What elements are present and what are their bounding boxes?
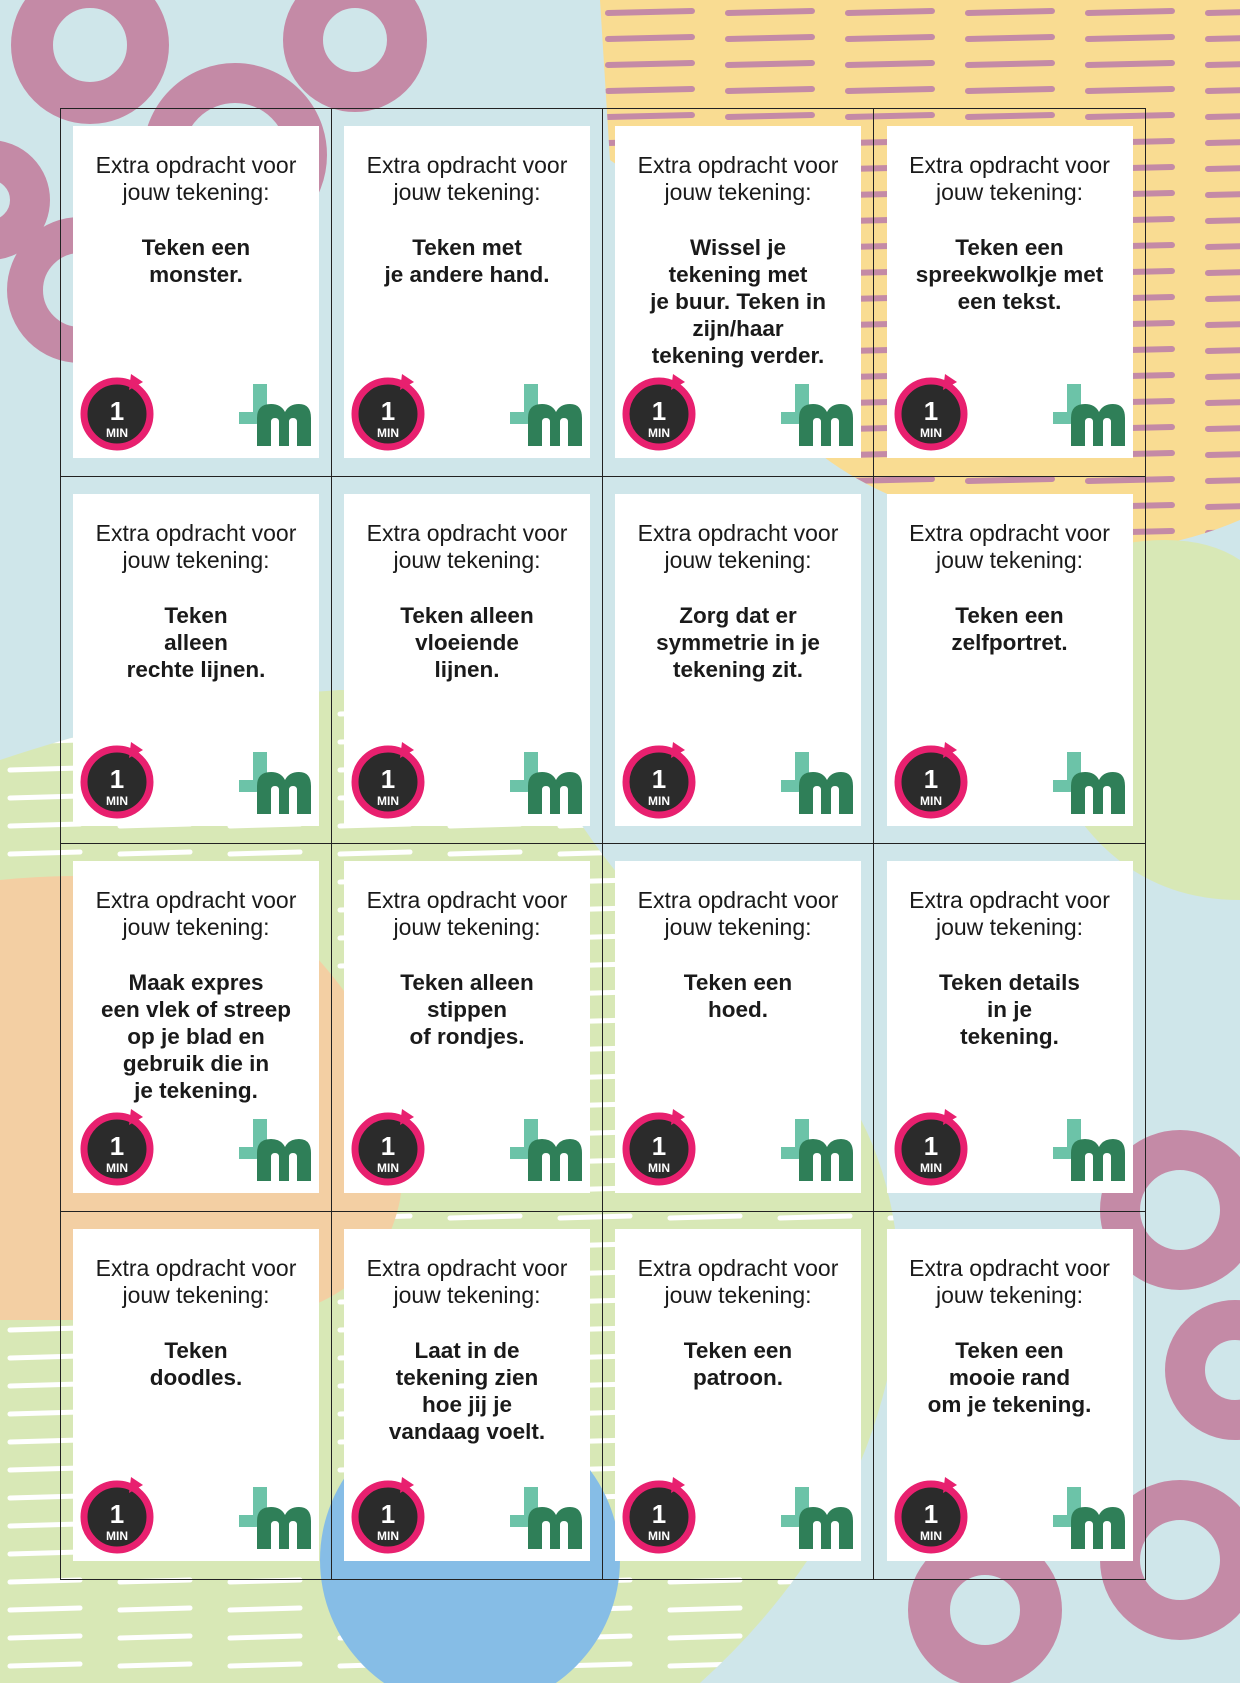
card-task-line: stippen: [426, 997, 507, 1023]
brand-logo-icon: [779, 750, 855, 816]
timer-unit: MIN: [648, 793, 670, 808]
card-task-line: Wissel je: [689, 235, 787, 261]
brand-logo-icon: [508, 1117, 584, 1183]
card-intro-line: jouw tekening:: [122, 546, 270, 573]
card-intro: [350, 887, 584, 941]
brand-logo-icon: [508, 382, 584, 448]
card-intro-line: jouw tekening:: [935, 914, 1084, 941]
stopwatch-icon: [79, 370, 161, 454]
timer-unit: MIN: [106, 793, 128, 808]
stopwatch-icon: [350, 1473, 432, 1557]
card-cell: [603, 844, 874, 1212]
timer-number: 1: [380, 1131, 396, 1162]
card-intro-line: Extra opdracht voor: [909, 887, 1110, 914]
card-intro: [893, 520, 1127, 574]
assignment-card: [615, 126, 861, 458]
card-sheet: [60, 108, 1146, 1580]
brand-logo-icon: [237, 1117, 313, 1183]
card-task-line: Teken: [164, 1338, 228, 1364]
timer-number: 1: [923, 763, 938, 794]
card-cell: [61, 1212, 332, 1580]
card-intro: [893, 887, 1127, 941]
card-intro-line: jouw tekening:: [664, 546, 812, 573]
brand-logo-icon: [508, 750, 584, 816]
stopwatch-icon: [621, 1473, 703, 1557]
card-intro: [621, 520, 855, 574]
card-intro-line: Extra opdracht voor: [637, 519, 839, 546]
card-intro-line: Extra opdracht voor: [95, 887, 297, 914]
card-task-line: vandaag voelt.: [388, 1419, 546, 1445]
card-task-line: mooie rand: [948, 1365, 1071, 1391]
card-task-line: lijnen.: [434, 656, 500, 682]
card-intro: [621, 152, 855, 206]
card-task-line: Teken een: [683, 970, 793, 996]
brand-logo-icon: [237, 750, 313, 816]
card-task: [625, 602, 851, 683]
assignment-card: [344, 494, 590, 826]
timer-unit: MIN: [377, 793, 399, 808]
assignment-card: [887, 494, 1133, 826]
card-task: [83, 969, 309, 1104]
card-task-line: hoed.: [708, 997, 768, 1023]
assignment-card: [73, 494, 319, 826]
card-cell: [874, 844, 1145, 1212]
timer-unit: MIN: [377, 1161, 399, 1176]
card-task-line: Laat in de: [414, 1338, 520, 1364]
timer-unit: MIN: [919, 793, 942, 808]
card-intro: [350, 152, 584, 206]
card-intro-line: Extra opdracht voor: [637, 1255, 839, 1282]
assignment-card: [887, 1229, 1133, 1561]
stopwatch-icon: [350, 1105, 432, 1189]
card-intro-line: Extra opdracht voor: [95, 519, 297, 546]
card-task-line: op je blad en: [127, 1024, 265, 1050]
card-intro: [79, 520, 313, 574]
card-intro-line: jouw tekening:: [393, 546, 541, 573]
assignment-card: [73, 126, 319, 458]
card-intro-line: Extra opdracht voor: [637, 887, 839, 914]
stopwatch-icon: [893, 370, 975, 454]
timer-number: 1: [651, 763, 667, 794]
card-cell: [874, 1212, 1145, 1580]
timer-number: 1: [651, 1131, 667, 1162]
card-task-line: of rondjes.: [409, 1024, 525, 1050]
brand-logo-icon: [1051, 1485, 1127, 1551]
card-intro-line: Extra opdracht voor: [366, 887, 568, 914]
brand-logo-icon: [508, 1485, 584, 1551]
card-cell: [603, 1212, 874, 1580]
card-task-line: Maak expres: [128, 970, 264, 996]
assignment-card: [73, 1229, 319, 1561]
stopwatch-icon: [621, 1105, 703, 1189]
card-task-line: om je tekening.: [927, 1392, 1092, 1418]
card-cell: [61, 477, 332, 845]
card-intro: [893, 152, 1127, 206]
assignment-card: [615, 1229, 861, 1561]
stopwatch-icon: [79, 1105, 161, 1189]
stopwatch-icon: [350, 738, 432, 822]
card-intro: [350, 520, 584, 574]
card-task: [354, 1337, 580, 1445]
card-task-line: zelfportret.: [951, 629, 1068, 655]
card-task: [897, 1337, 1123, 1418]
assignment-card: [615, 861, 861, 1193]
card-cell: [874, 109, 1145, 477]
card-intro-line: jouw tekening:: [664, 914, 812, 941]
timer-unit: MIN: [106, 426, 128, 441]
card-task-line: Teken een: [141, 235, 251, 261]
card-intro-line: jouw tekening:: [122, 914, 270, 941]
timer-unit: MIN: [377, 1529, 399, 1544]
card-intro-line: jouw tekening:: [935, 546, 1084, 573]
card-cell: [61, 844, 332, 1212]
timer-number: 1: [923, 396, 938, 427]
card-task-line: tekening.: [960, 1024, 1059, 1050]
timer-number: 1: [380, 763, 396, 794]
card-intro-line: jouw tekening:: [122, 1282, 270, 1309]
brand-logo-icon: [1051, 382, 1127, 448]
card-task-line: tekening zit.: [672, 656, 803, 682]
card-task-line: Teken alleen: [400, 602, 534, 628]
timer-unit: MIN: [648, 1529, 670, 1544]
card-task-line: rechte lijnen.: [126, 656, 266, 682]
timer-unit: MIN: [106, 1529, 128, 1544]
brand-logo-icon: [237, 382, 313, 448]
card-cell: [332, 109, 603, 477]
card-task: [354, 969, 580, 1050]
timer-unit: MIN: [377, 426, 399, 441]
card-task-line: in je: [986, 997, 1032, 1023]
card-intro: [79, 1255, 313, 1309]
timer-number: 1: [109, 396, 125, 427]
card-task-line: monster.: [149, 262, 243, 288]
card-task-line: een vlek of streep: [100, 997, 292, 1023]
timer-unit: MIN: [919, 1529, 942, 1544]
card-cell: [603, 477, 874, 845]
card-task-line: Teken alleen: [400, 970, 534, 996]
card-cell: [332, 844, 603, 1212]
timer-unit: MIN: [919, 426, 942, 441]
card-intro-line: jouw tekening:: [393, 914, 541, 941]
timer-unit: MIN: [648, 426, 670, 441]
card-intro-line: jouw tekening:: [393, 179, 541, 206]
card-intro: [79, 887, 313, 941]
timer-unit: MIN: [106, 1161, 128, 1176]
assignment-card: [887, 126, 1133, 458]
card-cell: [61, 109, 332, 477]
timer-number: 1: [109, 1499, 125, 1530]
card-task-line: doodles.: [149, 1365, 243, 1391]
brand-logo-icon: [237, 1485, 313, 1551]
card-task-line: je tekening.: [134, 1078, 258, 1104]
assignment-card: [887, 861, 1133, 1193]
stopwatch-icon: [350, 370, 432, 454]
card-task-line: tekening zien: [395, 1365, 539, 1391]
card-task-line: Teken een: [955, 602, 1064, 628]
timer-unit: MIN: [648, 1161, 670, 1176]
card-task-line: Teken met: [412, 235, 522, 261]
assignment-card: [344, 861, 590, 1193]
card-task-line: patroon.: [693, 1365, 783, 1391]
brand-logo-icon: [779, 1485, 855, 1551]
card-cell: [332, 477, 603, 845]
card-intro: [893, 1255, 1127, 1309]
brand-logo-icon: [779, 1117, 855, 1183]
card-task-line: symmetrie in je: [656, 629, 820, 655]
timer-number: 1: [651, 396, 667, 427]
card-task-line: zijn/haar: [692, 316, 784, 342]
card-intro-line: jouw tekening:: [664, 179, 812, 206]
timer-number: 1: [651, 1499, 667, 1530]
card-intro-line: Extra opdracht voor: [909, 1255, 1110, 1282]
card-intro-line: jouw tekening:: [393, 1282, 541, 1309]
card-task: [897, 602, 1123, 656]
stopwatch-icon: [79, 1473, 161, 1557]
card-intro-line: Extra opdracht voor: [366, 1255, 568, 1282]
card-intro-line: Extra opdracht voor: [95, 152, 297, 179]
card-task-line: Teken een: [955, 1338, 1064, 1364]
card-intro-line: jouw tekening:: [935, 1282, 1084, 1309]
card-task-line: Teken een: [955, 235, 1064, 261]
brand-logo-icon: [1051, 1117, 1127, 1183]
card-intro: [621, 1255, 855, 1309]
timer-unit: MIN: [919, 1161, 942, 1176]
stopwatch-icon: [893, 1473, 975, 1557]
brand-logo-icon: [1051, 750, 1127, 816]
card-task: [625, 1337, 851, 1391]
card-task-line: Teken details: [939, 970, 1080, 996]
card-task-line: alleen: [164, 629, 228, 655]
timer-number: 1: [109, 763, 125, 794]
card-intro: [621, 887, 855, 941]
stopwatch-icon: [893, 1105, 975, 1189]
card-task-line: hoe jij je: [421, 1392, 513, 1418]
card-intro-line: Extra opdracht voor: [366, 152, 568, 179]
assignment-card: [344, 126, 590, 458]
assignment-card: [615, 494, 861, 826]
card-intro-line: jouw tekening:: [122, 179, 270, 206]
card-cell: [874, 477, 1145, 845]
card-task: [83, 234, 309, 288]
card-task: [625, 234, 851, 369]
card-task: [897, 969, 1123, 1050]
stopwatch-icon: [79, 738, 161, 822]
card-task: [625, 969, 851, 1023]
card-task-line: je andere hand.: [384, 262, 550, 288]
timer-number: 1: [380, 396, 396, 427]
card-task-line: Teken een: [683, 1338, 793, 1364]
card-intro-line: Extra opdracht voor: [909, 519, 1110, 546]
card-intro-line: Extra opdracht voor: [95, 1255, 297, 1282]
stopwatch-icon: [621, 738, 703, 822]
card-task-line: vloeiende: [415, 629, 519, 655]
card-task: [83, 1337, 309, 1391]
stopwatch-icon: [621, 370, 703, 454]
card-task: [354, 602, 580, 683]
assignment-card: [344, 1229, 590, 1561]
card-intro-line: Extra opdracht voor: [909, 152, 1110, 179]
card-task-line: spreekwolkje met: [915, 262, 1104, 288]
card-task-line: een tekst.: [957, 289, 1062, 315]
card-cell: [332, 1212, 603, 1580]
card-intro-line: jouw tekening:: [935, 179, 1084, 206]
card-task: [354, 234, 580, 288]
timer-number: 1: [109, 1131, 125, 1162]
card-task-line: Zorg dat er: [679, 602, 797, 628]
card-task: [897, 234, 1123, 315]
card-intro: [350, 1255, 584, 1309]
card-task-line: tekening verder.: [651, 343, 825, 369]
assignment-card: [73, 861, 319, 1193]
card-task: [83, 602, 309, 683]
card-intro-line: Extra opdracht voor: [637, 152, 839, 179]
card-task-line: tekening met: [668, 262, 808, 288]
card-intro-line: jouw tekening:: [664, 1282, 812, 1309]
card-intro: [79, 152, 313, 206]
timer-number: 1: [380, 1499, 396, 1530]
timer-number: 1: [923, 1131, 938, 1162]
stopwatch-icon: [893, 738, 975, 822]
card-task-line: Teken: [164, 602, 228, 628]
timer-number: 1: [923, 1499, 938, 1530]
brand-logo-icon: [779, 382, 855, 448]
card-cell: [603, 109, 874, 477]
card-intro-line: Extra opdracht voor: [366, 519, 568, 546]
card-task-line: gebruik die in: [122, 1051, 270, 1077]
card-task-line: je buur. Teken in: [650, 289, 826, 315]
